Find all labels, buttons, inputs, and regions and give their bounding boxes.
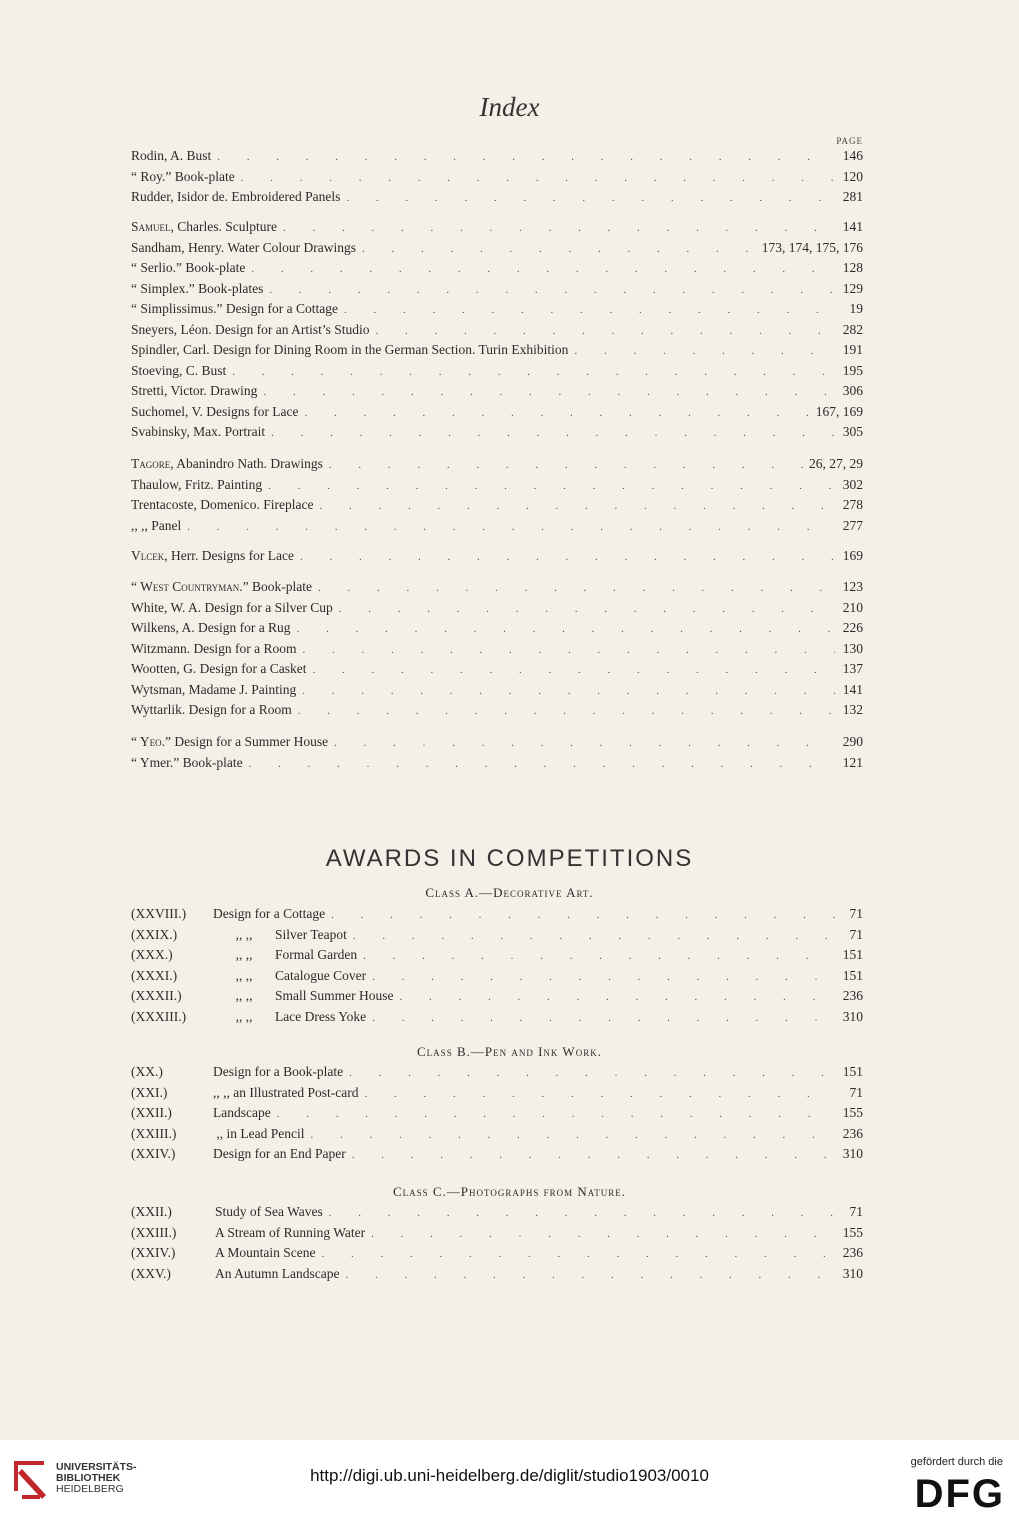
index-entry (131, 404, 863, 425)
index-entry (131, 906, 863, 927)
leader-dots (297, 623, 835, 635)
entry-text (131, 281, 263, 297)
index-group (131, 148, 863, 210)
class-b-list (131, 1064, 863, 1167)
award-description: Landscape (213, 1105, 271, 1120)
entry-text (131, 1204, 323, 1220)
entry-text (131, 1146, 346, 1162)
page-number: 146 (842, 148, 863, 163)
library-line: UNIVERSITÄTS- (56, 1461, 137, 1473)
entry-lead: Vlcek (131, 548, 165, 563)
leader-dots (352, 1149, 835, 1161)
entry-text (131, 927, 347, 943)
entry-text (131, 342, 568, 358)
class-c-list (131, 1204, 863, 1286)
page-number: 71 (849, 1204, 863, 1219)
entry-lead: “ Yeo.” (131, 734, 171, 749)
page-number: 130 (842, 640, 863, 656)
index-entry (131, 189, 863, 210)
leader-dots (187, 521, 835, 533)
entry-description: Rodin, A. Bust (131, 148, 212, 163)
award-description: Lace Dress Yoke (275, 1008, 367, 1024)
competition-number: (XX.) (131, 1064, 163, 1079)
award-description: An Autumn Landscape (215, 1265, 340, 1281)
competition-number: (XXXI.) (131, 967, 178, 983)
entry-description: Wyttarlik. Design for a Room (131, 702, 292, 717)
page-number: 151 (842, 967, 863, 983)
competition-number: (XXII.) (131, 1204, 172, 1219)
entry-text (131, 301, 338, 317)
library-line: BIBLIOTHEK (56, 1472, 121, 1484)
entry-description: “ Ymer.” Book-plate (131, 754, 243, 770)
dfg-logo: DFG (914, 1472, 1005, 1516)
source-url-link[interactable]: http://digi.ub.uni-heidelberg.de/diglit/studio1903/0010 (310, 1466, 709, 1485)
index-entry (131, 548, 863, 569)
index-group (131, 548, 863, 569)
index-entry (131, 497, 863, 518)
competition-number: (XXII.) (131, 1105, 172, 1120)
entry-text (131, 260, 245, 276)
page-number: 236 (842, 1245, 863, 1260)
index-entry (131, 477, 863, 498)
entry-description: Wytsman, Madame J. Painting (131, 681, 297, 697)
entry-text (131, 404, 298, 420)
entry-text (131, 240, 356, 256)
entry-text (131, 1266, 339, 1282)
index-group (131, 734, 863, 775)
page-column-header: PAGE (836, 136, 863, 146)
entry-text (131, 148, 211, 164)
leader-dots (322, 1248, 836, 1260)
leader-dots (302, 685, 835, 697)
page-number: 26, 27, 29 (809, 456, 863, 471)
class-a-heading: Class A.—Decorative Art. (425, 885, 594, 900)
leader-dots (362, 243, 756, 255)
leader-dots (349, 1067, 835, 1079)
page-number: 195 (842, 362, 863, 378)
entry-description: “ Simplissimus.” Design for a Cottage (131, 301, 338, 316)
page-number: 141 (842, 219, 863, 234)
leader-dots (310, 1129, 835, 1141)
entry-text (131, 755, 243, 771)
page-number: 120 (842, 168, 863, 184)
entry-description: Wilkens, A. Design for a Rug (131, 620, 291, 635)
index-entry (131, 600, 863, 621)
ditto-marks: ,, ,, (235, 926, 253, 942)
page-number: 19 (849, 301, 863, 316)
competition-number: (XXX.) (131, 947, 173, 962)
leader-dots (372, 971, 835, 983)
award-description: Catalogue Cover (275, 967, 367, 983)
index-entry (131, 322, 863, 343)
leader-dots (372, 1012, 835, 1024)
award-description: Formal Garden (275, 947, 358, 962)
entry-description: Witzmann. Design for a Room (131, 640, 297, 656)
leader-dots (241, 172, 835, 184)
entry-description: Sandham, Henry. Water Colour Drawings (131, 239, 356, 255)
index-entry (131, 1064, 863, 1085)
entry-text (131, 988, 394, 1004)
page-number: 129 (842, 280, 863, 296)
page-number: 71 (849, 926, 863, 942)
page-number: 191 (842, 342, 863, 357)
entry-text (131, 497, 313, 513)
page-number: 123 (842, 579, 863, 594)
page-number: 302 (842, 476, 863, 492)
leader-dots (331, 909, 835, 921)
page-number: 236 (842, 1125, 863, 1141)
index-entry (131, 1105, 863, 1126)
index-entry (131, 1266, 863, 1287)
entry-text (131, 702, 292, 718)
entry-text (131, 322, 369, 338)
entry-text (131, 363, 226, 379)
entry-text (131, 1245, 316, 1261)
index-entry (131, 169, 863, 190)
competition-number: (XXIV.) (131, 1146, 176, 1161)
index-entry (131, 927, 863, 948)
award-description: Silver Teapot (275, 926, 347, 942)
entry-description: , Charles. Sculpture (170, 219, 277, 234)
index-entry (131, 281, 863, 302)
page-number: 310 (842, 1146, 863, 1161)
entry-description: White, W. A. Design for a Silver Cup (131, 599, 333, 615)
entry-description: “ Roy.” Book-plate (131, 168, 235, 184)
entry-text (131, 1126, 304, 1142)
competition-number: (XXVIII.) (131, 906, 187, 921)
entry-text (131, 947, 357, 963)
page-number: 155 (842, 1105, 863, 1120)
index-entry (131, 1085, 863, 1106)
entry-description: Trentacoste, Domenico. Fireplace (131, 497, 314, 512)
entry-description: “ Simplex.” Book-plates (131, 280, 264, 296)
page-number: 310 (842, 1008, 863, 1024)
index-entry (131, 1245, 863, 1266)
index-entry (131, 682, 863, 703)
class-b-heading: Class B.—Pen and Ink Work. (417, 1044, 602, 1059)
class-a-list (131, 906, 863, 1029)
leader-dots (300, 551, 835, 563)
index-entry (131, 641, 863, 662)
entry-text (131, 477, 262, 493)
leader-dots (268, 480, 835, 492)
entry-description: “ Serlio.” Book-plate (131, 260, 246, 275)
leader-dots (232, 366, 835, 378)
leader-dots (318, 582, 835, 594)
leader-dots (313, 664, 836, 676)
award-description: ,, in Lead Pencil (213, 1125, 305, 1141)
competition-number: (XXIII.) (131, 1125, 177, 1141)
entry-text (131, 600, 333, 616)
page-number: 128 (842, 260, 863, 275)
ditto-marks: ,, ,, (235, 988, 253, 1003)
awards-heading: AWARDS IN COMPETITIONS (325, 845, 694, 872)
entry-text (131, 620, 291, 636)
entry-text (131, 1009, 366, 1025)
leader-dots (304, 407, 809, 419)
page-number: 121 (842, 754, 863, 770)
ditto-marks: ,, ,, (235, 967, 253, 983)
entry-description: Book-plate (248, 579, 312, 594)
entry-description: Stoeving, C. Bust (131, 362, 227, 378)
award-description: Design for a Book-plate (213, 1064, 344, 1079)
leader-dots (353, 930, 835, 942)
leader-dots (334, 737, 835, 749)
ditto-marks: ,, ,, (235, 947, 253, 962)
page-number: 173, 174, 175, 176 (761, 239, 863, 255)
index-entry (131, 456, 863, 477)
page-number: 236 (842, 988, 863, 1003)
class-c-heading: Class C.—Photographs from Nature. (392, 1184, 627, 1199)
entry-lead: Tagore (131, 456, 171, 471)
page-number: 155 (842, 1224, 863, 1240)
leader-dots (329, 1207, 835, 1219)
award-description: Design for a Cottage (213, 906, 326, 921)
leader-dots (339, 603, 835, 615)
page-number: 281 (842, 189, 863, 204)
leader-dots (283, 222, 835, 234)
entry-description: , Herr. Designs for Lace (164, 548, 294, 563)
award-description: Design for an End Paper (213, 1146, 346, 1161)
index-entry (131, 988, 863, 1009)
leader-dots (271, 427, 835, 439)
entry-description: Suchomel, V. Designs for Lace (131, 403, 299, 419)
page-number: 167, 169 (815, 403, 863, 419)
page-number: 226 (842, 620, 863, 635)
leader-dots (346, 192, 835, 204)
entry-text (131, 456, 323, 472)
index-entry (131, 1146, 863, 1167)
page-number: 132 (842, 702, 863, 717)
library-line: HEIDELBERG (56, 1483, 124, 1495)
index-entry (131, 363, 863, 384)
leader-dots (329, 459, 803, 471)
entry-description: Svabinsky, Max. Portrait (131, 424, 266, 439)
index-entry (131, 755, 863, 776)
entry-text (131, 219, 277, 235)
entry-text (131, 906, 325, 922)
competition-number: (XXIV.) (131, 1245, 176, 1260)
entry-description: ,, ,, Panel (131, 517, 182, 533)
page-number: 290 (842, 734, 863, 749)
entry-text (131, 383, 257, 399)
award-description: A Mountain Scene (215, 1245, 316, 1260)
index-entry (131, 148, 863, 169)
page-number: 282 (842, 321, 863, 337)
award-description: Study of Sea Waves (215, 1204, 323, 1219)
page-number: 141 (842, 681, 863, 697)
entry-description: , Abanindro Nath. Drawings (170, 456, 323, 471)
leader-dots (345, 1269, 835, 1281)
leader-dots (364, 1088, 835, 1100)
competition-number: (XXXIII.) (131, 1008, 187, 1024)
ditto-marks: ,, ,, (235, 1008, 253, 1024)
entry-description: Wootten, G. Design for a Casket (131, 661, 307, 676)
leader-dots (400, 991, 836, 1003)
entry-text (131, 1085, 358, 1101)
competition-number: (XXI.) (131, 1084, 168, 1100)
entry-text (131, 579, 312, 595)
award-description: ,, ,, an Illustrated Post-card (213, 1084, 359, 1100)
entry-description: Thaulow, Fritz. Painting (131, 476, 263, 492)
leader-dots (303, 644, 835, 656)
index-entry (131, 260, 863, 281)
index-entry (131, 661, 863, 682)
index-group (131, 219, 863, 445)
entry-text (131, 682, 296, 698)
entry-text (131, 641, 297, 657)
index-entry (131, 383, 863, 404)
index-entry (131, 968, 863, 989)
entry-text (131, 548, 294, 564)
index-entry (131, 1204, 863, 1225)
index-entry (131, 342, 863, 363)
entry-text (131, 661, 307, 677)
entry-description: Rudder, Isidor de. Embroidered Panels (131, 189, 341, 204)
award-description: Small Summer House (275, 988, 394, 1003)
page-number: 310 (842, 1265, 863, 1281)
entry-text (131, 189, 340, 205)
index-entry (131, 620, 863, 641)
index-entry (131, 518, 863, 539)
funded-by-note: gefördert durch die (910, 1456, 1003, 1468)
award-description: A Stream of Running Water (215, 1224, 366, 1240)
entry-description: Stretti, Victor. Drawing (131, 383, 258, 398)
index-entry (131, 424, 863, 445)
page-title: Index (479, 92, 540, 122)
leader-dots (217, 151, 835, 163)
entry-text (131, 734, 328, 750)
entry-description: Spindler, Carl. Design for Dining Room in the German Section. Turin Exhibition (131, 342, 569, 357)
index-entry (131, 240, 863, 261)
page-number: 151 (842, 1064, 863, 1079)
page-number: 71 (849, 1084, 863, 1100)
leader-dots (277, 1108, 835, 1120)
leader-dots (263, 386, 835, 398)
entry-text (131, 169, 235, 185)
index-entry (131, 734, 863, 755)
index-entry (131, 219, 863, 240)
index-entry (131, 1225, 863, 1246)
page-number: 71 (849, 906, 863, 921)
index-group (131, 456, 863, 538)
leader-dots (375, 325, 835, 337)
index-entry (131, 947, 863, 968)
page-number: 277 (842, 517, 863, 533)
index-entry (131, 702, 863, 723)
entry-description: Sneyers, Léon. Design for an Artist’s Studio (131, 321, 370, 337)
page-number: 210 (842, 599, 863, 615)
page-number: 305 (842, 424, 863, 439)
index-entry (131, 1126, 863, 1147)
leader-dots (371, 1228, 835, 1240)
page-number: 306 (842, 383, 863, 398)
leader-dots (249, 758, 835, 770)
leader-dots (344, 304, 835, 316)
page-number: 169 (842, 548, 863, 563)
entry-text (131, 968, 366, 984)
leader-dots (363, 950, 835, 962)
entry-description: Design for a Summer House (170, 734, 329, 749)
index-entry (131, 301, 863, 322)
leader-dots (251, 263, 835, 275)
leader-dots (298, 705, 835, 717)
entry-lead: Samuel (131, 219, 171, 234)
index-group (131, 579, 863, 723)
page-number: 278 (842, 497, 863, 512)
competition-number: (XXV.) (131, 1265, 171, 1281)
entry-lead: “ West Countryman.” (131, 579, 249, 594)
entry-text (131, 1105, 271, 1121)
competition-number: (XXIX.) (131, 926, 178, 942)
page-number: 137 (842, 661, 863, 676)
competition-number: (XXIII.) (131, 1224, 177, 1240)
leader-dots (269, 284, 835, 296)
leader-dots (319, 500, 835, 512)
entry-text (131, 518, 181, 534)
index-entry (131, 579, 863, 600)
entry-text (131, 424, 265, 440)
leader-dots (574, 345, 835, 357)
competition-number: (XXXII.) (131, 988, 182, 1003)
index-entry (131, 1009, 863, 1030)
entry-text (131, 1064, 343, 1080)
entry-text (131, 1225, 365, 1241)
page-number: 151 (842, 947, 863, 962)
